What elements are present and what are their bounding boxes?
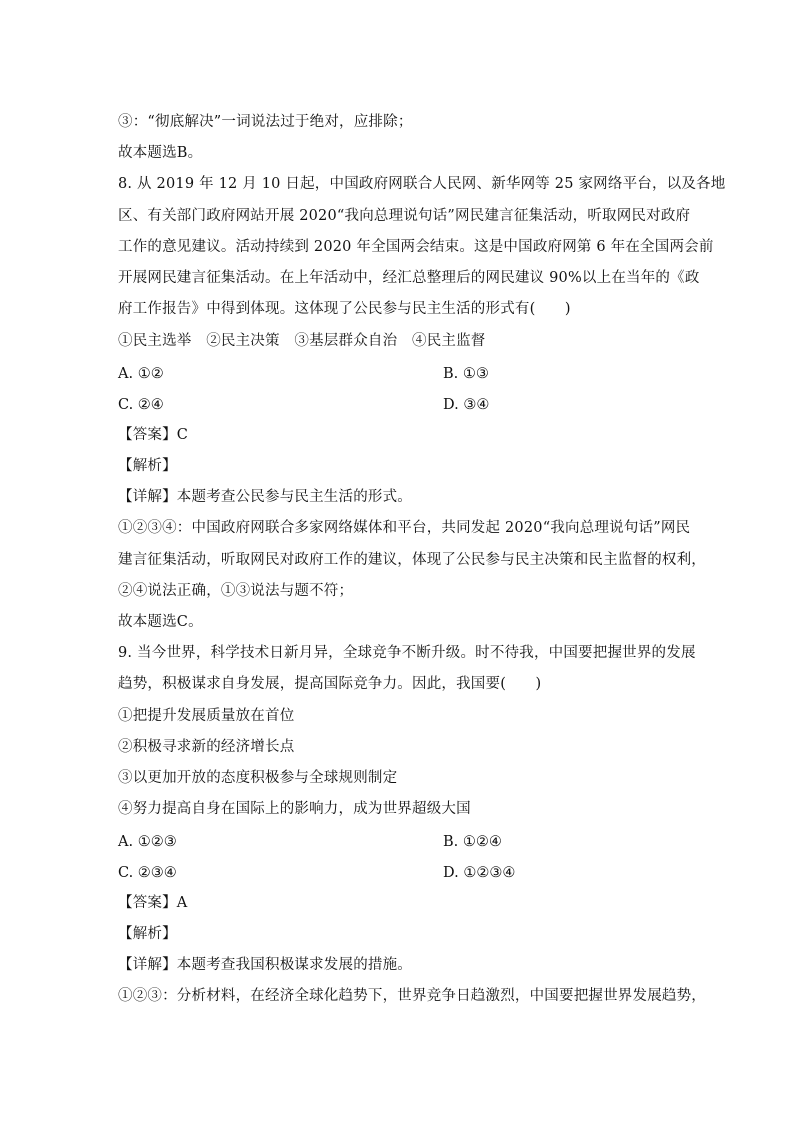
q9-detail: 【详解】本题考查我国积极谋求发展的措施。	[118, 957, 412, 973]
q8-option-c: C. ②④	[118, 397, 164, 413]
q9-answer: 【答案】A	[118, 895, 188, 911]
q9-analysis-heading: 【解析】	[118, 926, 177, 942]
q9-option-a: A. ①②③	[118, 834, 177, 850]
q8-items: ①民主选举 ②民主决策 ③基层群众自治 ④民主监督	[118, 333, 486, 349]
q8-analysis-heading: 【解析】	[118, 458, 177, 474]
q9-stem-line-2: 趋势，积极谋求自身发展，提高国际竞争力。因此，我国要( )	[118, 676, 542, 692]
q8-stem-line-5: 府工作报告》中得到体现。这体现了公民参与民主生活的形式有( )	[118, 301, 571, 317]
q8-answer: 【答案】C	[118, 427, 189, 443]
q9-option-c: C. ②③④	[118, 865, 177, 881]
q8-analysis-line-3: ②④说法正确，①③说法与题不符；	[118, 583, 354, 599]
q9-item-4: ④努力提高自身在国际上的影响力，成为世界超级大国	[118, 801, 471, 817]
q8-option-d: D. ③④	[443, 397, 490, 413]
q9-option-d: D. ①②③④	[443, 865, 516, 881]
q9-analysis-line-1: ①②③：分析材料，在经济全球化趋势下，世界竞争日趋激烈，中国要把握世界发展趋势，	[118, 988, 706, 1004]
q8-analysis-line-2: 建言征集活动，听取网民对政府工作的建议，体现了公民参与民主决策和民主监督的权利，	[118, 552, 706, 568]
q9-item-3: ③以更加开放的态度积极参与全球规则制定	[118, 770, 398, 786]
q9-item-1: ①把提升发展质量放在首位	[118, 708, 295, 724]
q9-item-2: ②积极寻求新的经济增长点	[118, 739, 295, 755]
q8-option-b: B. ①③	[443, 366, 489, 382]
q8-stem-line-2: 区、有关部门政府网站开展 2020“我向总理说句话”网民建言征集活动，听取网民对政府	[118, 208, 691, 224]
q9-option-b: B. ①②④	[443, 834, 502, 850]
q8-option-a: A. ①②	[118, 366, 164, 382]
prev-analysis-line: ③：“彻底解决”一词说法过于绝对，应排除；	[118, 114, 413, 130]
q8-stem-line-1: 8. 从 2019 年 12 月 10 日起，中国政府网联合人民网、新华网等 25 家网络平台，以及各地	[118, 176, 726, 192]
q8-detail: 【详解】本题考查公民参与民主生活的形式。	[118, 489, 412, 505]
q8-stem-line-4: 开展网民建言征集活动。在上年活动中，经汇总整理后的网民建议 90%以上在当年的《政	[118, 270, 700, 286]
q8-conclusion: 故本题选C。	[118, 614, 203, 630]
q9-stem-line-1: 9. 当今世界，科学技术日新月异，全球竞争不断升级。时不待我，中国要把握世界的发展	[118, 645, 696, 661]
prev-conclusion: 故本题选B。	[118, 145, 203, 161]
q8-stem-line-3: 工作的意见建议。活动持续到 2020 年全国两会结束。这是中国政府网第 6 年在全国两会前	[118, 239, 714, 255]
q8-analysis-line-1: ①②③④：中国政府网联合多家网络媒体和平台，共同发起 2020“我向总理说句话”网民	[118, 520, 691, 536]
